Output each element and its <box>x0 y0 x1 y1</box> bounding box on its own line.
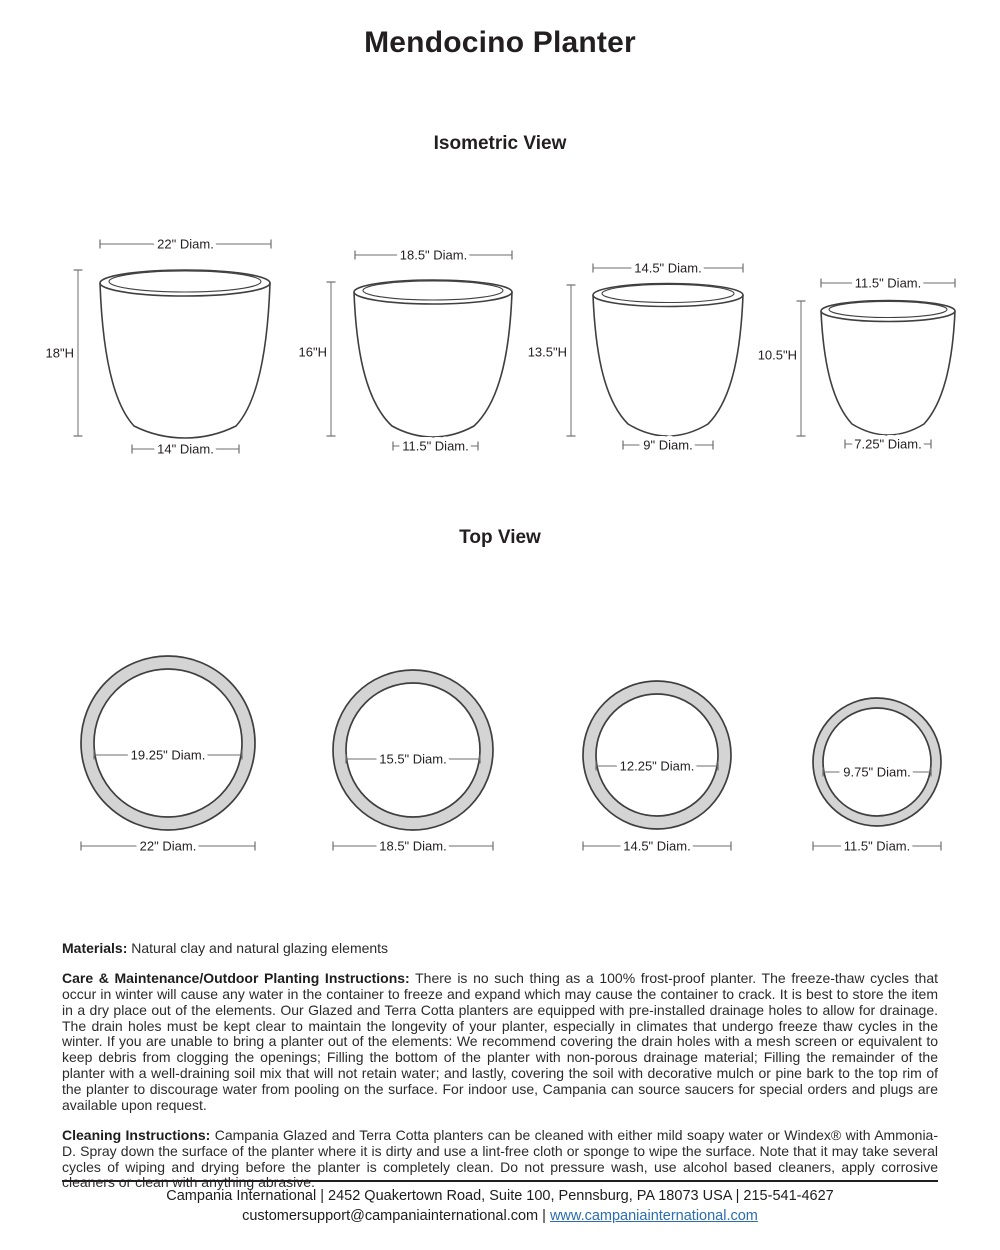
footer-website-link[interactable]: www.campaniainternational.com <box>549 1208 758 1224</box>
cleaning-label: Cleaning Instructions: <box>62 1126 211 1143</box>
top-view-circle-2 <box>333 670 493 854</box>
top-view-circle-4 <box>813 698 941 854</box>
outer-diameter-label: 11.5" Diam. <box>843 838 911 854</box>
top-diameter-label: 11.5" Diam. <box>854 275 922 291</box>
planter-drawing-3 <box>528 261 743 453</box>
inner-diameter-label: 12.25" Diam. <box>619 758 695 774</box>
cleaning-text: Campania Glazed and Terra Cotta planters can be cleaned with either mild soapy water or Windex® with Ammonia-D. Spray down the surface of the planter where it is dirty and use a lint-free cloth or sponge to wipe the surface. Note that it may take several cycles of wiping and drying before the planter is completely clean. Do not pressure wash, use alcohol based cleaners, apply corrosive cleaners or clean with anything abrasive. <box>62 1126 939 1191</box>
planter-drawing-2 <box>299 248 512 454</box>
planter-drawing-4 <box>758 276 955 452</box>
height-label: 10.5"H <box>757 347 797 363</box>
materials-text: Natural clay and natural glazing elements <box>127 940 389 956</box>
page-title: Mendocino Planter <box>364 26 636 59</box>
care-label: Care & Maintenance/Outdoor Planting Instructions: <box>62 969 410 986</box>
outer-diameter-label: 22" Diam. <box>139 838 197 854</box>
top-diameter-label: 14.5" Diam. <box>634 260 702 276</box>
inner-diameter-label: 9.75" Diam. <box>843 764 911 780</box>
height-label: 13.5"H <box>527 344 567 360</box>
materials-paragraph <box>62 941 938 957</box>
top-view-circle-1 <box>81 656 255 854</box>
bottom-diameter-label: 14" Diam. <box>157 441 214 457</box>
inner-diameter-label: 19.25" Diam. <box>130 747 206 763</box>
top-diameter-label: 22" Diam. <box>157 236 214 252</box>
isometric-view-drawing <box>0 230 1000 465</box>
planter-drawing-1 <box>46 237 271 457</box>
footer-separator: | <box>538 1208 550 1224</box>
materials-label: Materials: <box>62 940 128 956</box>
care-maintenance-paragraph <box>62 971 938 1114</box>
footer-email: customersupport@campaniainternational.com <box>242 1208 539 1224</box>
footer-address-line: Campania International | 2452 Quakertown Road, Suite 100, Pennsburg, PA 18073 USA | 215-541-4627 <box>166 1188 834 1204</box>
height-label: 18"H <box>45 345 74 361</box>
isometric-view-heading: Isometric View <box>433 133 567 154</box>
footer-contact-line <box>62 1206 938 1226</box>
bottom-diameter-label: 7.25" Diam. <box>854 436 922 452</box>
top-diameter-label: 18.5" Diam. <box>399 247 468 263</box>
outer-diameter-label: 14.5" Diam. <box>623 838 691 854</box>
top-view-drawing <box>0 630 1000 865</box>
footer <box>62 1180 938 1226</box>
bottom-diameter-label: 9" Diam. <box>643 437 693 453</box>
bottom-diameter-label: 11.5" Diam. <box>402 438 469 454</box>
instructions-section <box>62 941 938 1205</box>
outer-diameter-label: 18.5" Diam. <box>379 838 447 854</box>
top-view-circle-3 <box>583 681 731 854</box>
inner-diameter-label: 15.5" Diam. <box>379 751 447 767</box>
height-label: 16"H <box>298 344 327 360</box>
care-text: There is no such thing as a 100% frost-proof planter. The freeze-thaw cycles that occur in winter will cause any water in the container to freeze and expand which may cause the container to crack. It is best to store the item in a dry place out of the elements. Our Glazed and Terra Cotta planters are equipped with pre-installed drainage holes to allow for drainage. The drain holes must be kept clear to maintain the longevity of your planter, especially in climates that undergo freeze thaw cycles in the winter. If you are unable to bring a planter out of the elements: We recommend covering the drain holes with a mesh screen or equivalent to keep debris from clogging the openings; Filling the bottom of the planter with non-porous drainage material; Filling the remainder of the planter with a well-draining soil mix that will not retain water; and lastly, covering the soil with decorative mulch or pine bark to the top rim of the planter to discourage water from pooling on the surface. For indoor use, Campania can source saucers for special orders and plugs are available upon request. <box>62 969 938 1113</box>
top-view-heading: Top View <box>459 527 541 548</box>
